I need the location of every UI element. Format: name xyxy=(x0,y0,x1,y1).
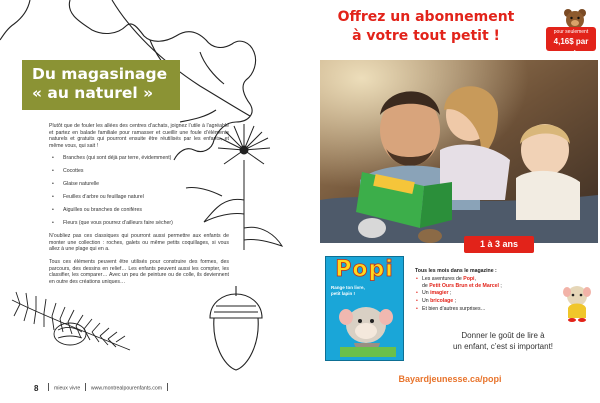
article-body xyxy=(49,123,229,291)
footer-divider xyxy=(48,383,49,391)
magazine-cover xyxy=(325,256,404,361)
feature-text: Et bien d’autres surprises… xyxy=(422,306,486,313)
list-item: • Cocottes xyxy=(49,168,229,175)
feature-highlight: imagier xyxy=(430,290,449,297)
feature-highlight: Petit Ours Brun et de Marcel xyxy=(429,282,499,289)
title-line-2: « au naturel » xyxy=(32,84,154,102)
features-heading: Tous les mois dans le magazine : xyxy=(415,268,497,274)
pine-branch-icon xyxy=(12,292,130,350)
list-item: • Branches (qui sont déjà par terre, évidemment) xyxy=(49,155,229,162)
article-title xyxy=(22,60,180,110)
feature-item xyxy=(415,298,575,305)
monkey-character-icon xyxy=(336,299,398,357)
price-badge xyxy=(546,27,596,58)
feature-highlight: Popi xyxy=(463,276,475,282)
feature-text: Les aventures de xyxy=(422,276,464,282)
magazine-features xyxy=(415,268,575,314)
popi-character-icon xyxy=(562,284,592,322)
acorn-icon xyxy=(210,286,262,370)
subscription-link[interactable]: Bayardjeunesse.ca/popi xyxy=(398,374,502,384)
usage-paragraph: Tous ces éléments peuvent être utilisés pour construire des formes, des parcours, des dessins en relief… Les enfants peuvent aussi les compter, les classifier, les comparer… Avec un peu de peinture ou de colle, ils deviennent en outre des créations uniques… xyxy=(49,259,229,285)
collection-paragraph: N’oubliez pas ces classiques qui pourront aussi permettre aux enfants de monter une collection : roches, galets ou même petits coquillages, si vous allez à une plage qui en a. xyxy=(49,233,229,253)
page-footer xyxy=(34,383,173,393)
ad-slogan xyxy=(408,330,598,352)
features-list xyxy=(415,276,575,313)
advertisement-page xyxy=(300,0,600,403)
feature-item xyxy=(415,276,575,289)
feature-text: Un xyxy=(422,290,431,297)
feature-item xyxy=(415,306,575,313)
intro-paragraph: Plutôt que de fouler les allées des centres d’achats, joignez l’utile à l’agréable et partez en balade familiale pour ramasser et cueillir une foule d’éléments naturels et gratuits qui pourront ensuite être réutilisés par les enfants, et même vous, qui sait ! xyxy=(49,123,229,149)
section-name: mieux vivre xyxy=(54,385,81,392)
feature-text: de xyxy=(422,282,430,289)
price-prefix: pour seulement xyxy=(553,29,589,35)
list-item: • Aiguilles ou branches de conifères xyxy=(49,207,229,214)
feature-text: Un xyxy=(422,298,431,305)
website-link[interactable]: www.montrealpourenfants.com xyxy=(90,385,163,392)
feature-text: , xyxy=(474,276,476,282)
feature-text: ; xyxy=(453,298,457,305)
list-item: • Glaise naturelle xyxy=(49,181,229,188)
ad-headline xyxy=(300,8,552,46)
headline-line-2: à votre tout petit ! xyxy=(352,28,500,44)
cover-headline: Range ton livre, petit lapin ! xyxy=(331,285,365,296)
title-line-1: Du magasinage xyxy=(32,65,168,83)
list-item: • Feuilles d’arbre ou feuillage naturel xyxy=(49,194,229,201)
age-range-ribbon: 1 à 3 ans xyxy=(464,236,534,253)
feature-highlight: bricolage xyxy=(430,298,454,305)
list-item: • Fleurs (que vous pourrez d’ailleurs faire sécher) xyxy=(49,220,229,227)
cover-logo: Popi xyxy=(335,257,394,282)
headline-line-1: Offrez un abonnement xyxy=(337,9,515,25)
slogan-line-2: un enfant, c’est si important! xyxy=(452,342,554,351)
footer-divider xyxy=(167,383,168,391)
page-number: 8 xyxy=(34,383,39,393)
slogan-line-1: Donner le goût de lire à xyxy=(461,331,545,340)
item-list xyxy=(49,155,229,227)
footer-divider xyxy=(85,383,86,391)
family-reading-photo xyxy=(320,60,598,243)
price-amount: 4,16$ par mois xyxy=(553,37,589,58)
feature-text: ; xyxy=(448,290,452,297)
feature-item xyxy=(415,290,575,297)
feature-text: ; xyxy=(498,282,502,289)
